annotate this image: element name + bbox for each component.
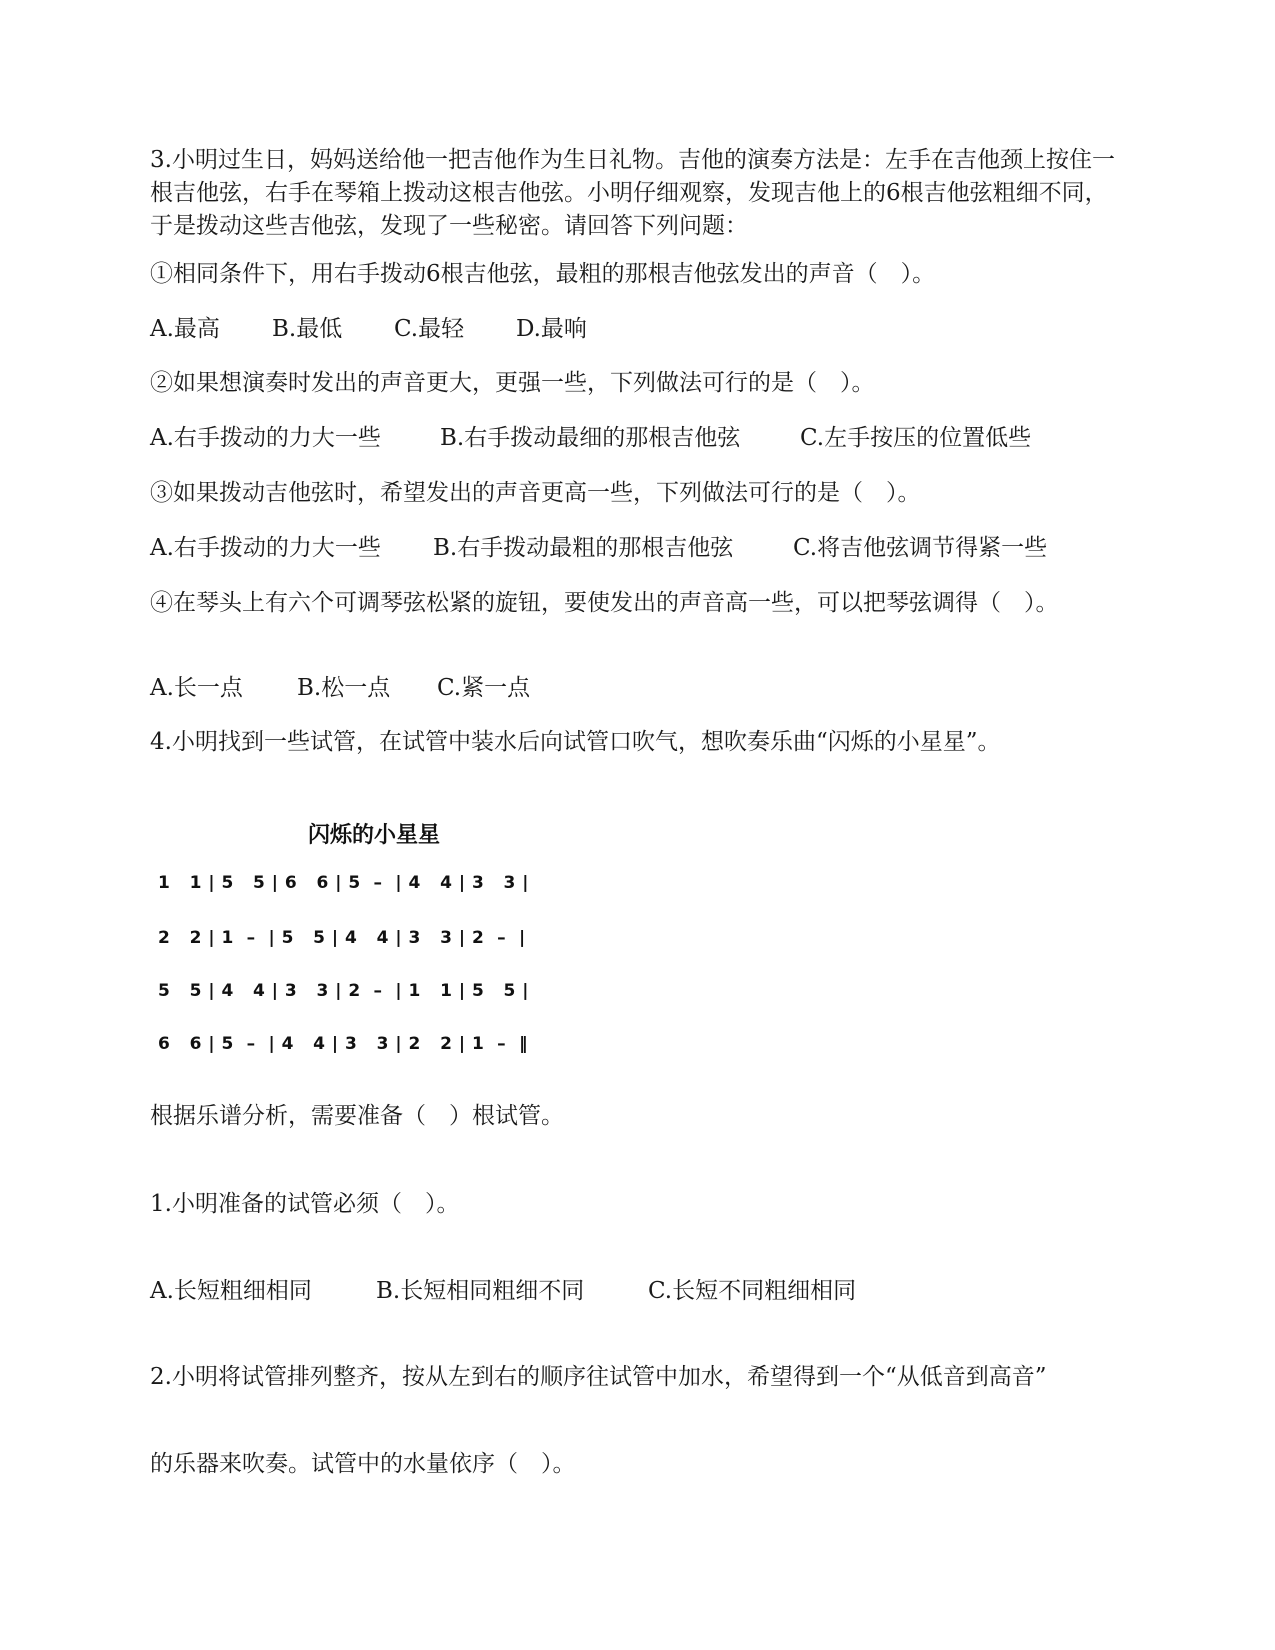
question-3-sub-3: ③如果拨动吉他弦时，希望发出的声音更高一些，下列做法可行的是（ ）。 [150, 480, 921, 506]
score-row: 5 5 | 4 4 | 3 3 | 2 – | 1 1 | 5 5 | [158, 981, 530, 1001]
score-title: 闪烁的小星星 [308, 823, 441, 848]
option-b: B.右手拨动最粗的那根吉他弦 [433, 535, 734, 561]
option-b: B.松一点 [297, 675, 391, 701]
music-score-image [158, 818, 618, 1078]
question-3-sub-2: ②如果想演奏时发出的声音更大，更强一些，下列做法可行的是（ ）。 [150, 370, 875, 396]
question-4-sub-2-line-1: 2.小明将试管排列整齐，按从左到右的顺序往试管中加水，希望得到一个“从低音到高音” [150, 1364, 1047, 1390]
option-b: B.长短相同粗细不同 [376, 1278, 585, 1304]
option-b: B.最低 [272, 316, 343, 342]
score-analysis: 根据乐谱分析，需要准备（ ）根试管。 [150, 1103, 564, 1129]
question-3-stem: 3.小明过生日，妈妈送给他一把吉他作为生日礼物。吉他的演奏方法是：左手在吉他颈上按住一根吉他弦，右手在琴箱上拨动这根吉他弦。小明仔细观察，发现吉他上的6根吉他弦粗细不同，于是拨动这些吉他弦，发现了一些秘密。请回答下列问题： [150, 147, 1115, 239]
question-3-sub-1: ①相同条件下，用右手拨动6根吉他弦，最粗的那根吉他弦发出的声音（ ）。 [150, 261, 936, 287]
score-row: 2 2 | 1 – | 5 5 | 4 4 | 3 3 | 2 – | [158, 928, 526, 948]
option-c: C.将吉他弦调节得紧一些 [793, 535, 1048, 561]
option-d: D.最响 [516, 316, 587, 342]
question-4-stem: 4.小明找到一些试管，在试管中装水后向试管口吹气，想吹奏乐曲“闪烁的小星星”。 [150, 729, 1001, 755]
option-a: A.右手拨动的力大一些 [150, 535, 381, 561]
option-a: A.长短粗细相同 [150, 1278, 312, 1304]
option-a: A.右手拨动的力大一些 [150, 425, 381, 451]
question-3-sub-2-options [150, 422, 1031, 455]
question-3-sub-4: ④在琴头上有六个可调琴弦松紧的旋钮，要使发出的声音高一些，可以把琴弦调得（ ）。 [150, 590, 1059, 616]
option-b: B.右手拨动最细的那根吉他弦 [440, 425, 741, 451]
option-c: C.最轻 [394, 316, 465, 342]
option-c: C.长短不同粗细相同 [648, 1278, 857, 1304]
option-a: A.最高 [150, 316, 220, 342]
score-row: 6 6 | 5 – | 4 4 | 3 3 | 2 2 | 1 – ‖ [158, 1034, 528, 1054]
question-3-sub-1-options [150, 313, 587, 346]
question-4-sub-1-options [150, 1275, 856, 1308]
score-row: 1 1 | 5 5 | 6 6 | 5 – | 4 4 | 3 3 | [158, 873, 530, 893]
question-4-sub-2-line-2: 的乐器来吹奏。试管中的水量依序（ ）。 [150, 1451, 576, 1477]
option-c: C.左手按压的位置低些 [800, 425, 1032, 451]
question-3-sub-4-options [150, 672, 530, 705]
question-3-sub-3-options [150, 532, 1047, 565]
question-4-sub-1: 1.小明准备的试管必须（ ）。 [150, 1191, 460, 1217]
option-a: A.长一点 [150, 675, 243, 701]
option-c: C.紧一点 [437, 675, 531, 701]
